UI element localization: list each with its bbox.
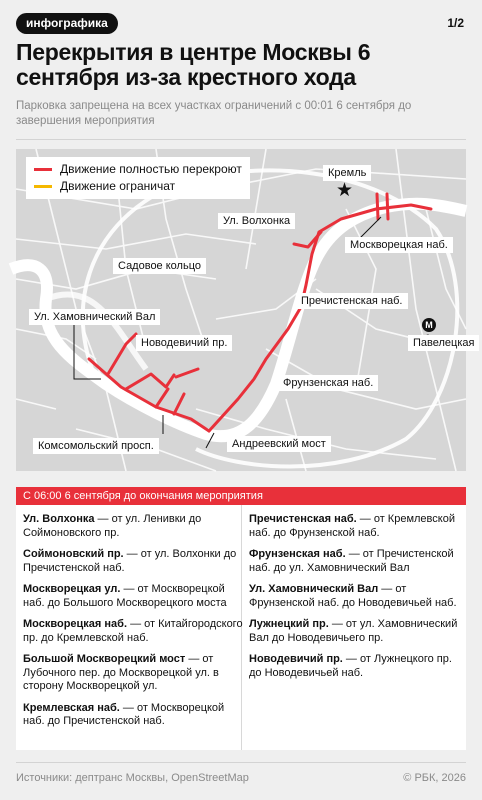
label-komsomolsky: Комсомольский просп. bbox=[33, 438, 159, 454]
restriction-name: Пречистенская наб. bbox=[249, 513, 357, 525]
restriction-name: Лужнецкий пр. bbox=[249, 618, 329, 630]
label-novodevichy: Новодевичий пр. bbox=[136, 335, 232, 351]
page-indicator: 1/2 bbox=[447, 16, 464, 30]
page-title: Перекрытия в центре Москвы 6 сентября из-за крестного хода bbox=[16, 39, 371, 90]
legend-limited bbox=[34, 178, 242, 195]
legend-swatch-limited bbox=[34, 185, 52, 188]
restriction-item bbox=[23, 548, 243, 575]
restriction-item bbox=[23, 618, 243, 645]
star-icon: ★ bbox=[336, 180, 354, 201]
river-branch bbox=[46, 294, 146, 369]
restriction-desc: — от ул. Волхонки до Пречистенской наб. bbox=[23, 548, 237, 574]
restrictions-right-column bbox=[249, 513, 461, 688]
label-prechistenskaya: Пречистенская наб. bbox=[296, 293, 408, 309]
label-andreevsky-bridge: Андреевский мост bbox=[227, 436, 331, 452]
restriction-item bbox=[249, 548, 461, 575]
restriction-desc: — от Лубочного пер. до Москворецкой ул. в сторону Москворецкой ул. bbox=[23, 653, 219, 692]
restriction-name: Москворецкая наб. bbox=[23, 618, 128, 630]
metro-icon: М bbox=[422, 318, 436, 332]
label-paveletskaya: Павелецкая bbox=[408, 335, 479, 351]
label-moskvoretskaya: Москворецкая наб. bbox=[345, 237, 453, 253]
restriction-item bbox=[249, 513, 461, 540]
restriction-name: Большой Москворецкий мост bbox=[23, 653, 186, 665]
map[interactable] bbox=[16, 149, 475, 471]
divider-bottom bbox=[16, 762, 466, 763]
restriction-desc: — от Китайгородского пр. до Кремлевской наб. bbox=[23, 618, 243, 644]
restriction-desc: — от Кремлевской наб. до Фрунзенской наб. bbox=[249, 513, 455, 539]
legend-closed bbox=[34, 161, 242, 178]
label-sadovoe-ring: Садовое кольцо bbox=[113, 258, 206, 274]
label-volkhonka: Ул. Волхонка bbox=[218, 213, 295, 229]
divider-top bbox=[16, 139, 466, 140]
restriction-name: Кремлевская наб. bbox=[23, 701, 120, 714]
label-kremlin: Кремль bbox=[323, 165, 371, 181]
restriction-desc: — от Лужнецкого пр. до Новодевичьей наб. bbox=[249, 653, 452, 679]
restriction-item bbox=[23, 702, 243, 729]
restriction-item bbox=[249, 618, 461, 645]
legend-swatch-closed bbox=[34, 168, 52, 171]
restriction-item bbox=[23, 653, 243, 694]
restriction-desc: — от ул. Ленивки до Соймоновского пр. bbox=[23, 513, 202, 539]
restriction-desc: — от Пречистенской наб. до ул. Хамовнический Вал bbox=[249, 548, 454, 574]
restriction-name: Москворецкая ул. bbox=[23, 583, 121, 595]
restriction-item bbox=[249, 583, 461, 610]
label-frunzenskaya: Фрунзенская наб. bbox=[278, 375, 378, 391]
label-khamovnichesky: Ул. Хамовнический Вал bbox=[29, 309, 160, 325]
restriction-desc: — от Москворецкой наб. до Большого Москворецкого моста bbox=[23, 583, 227, 609]
legend-label-closed: Движение полностью перекроют bbox=[60, 162, 242, 176]
map-legend bbox=[26, 157, 250, 199]
restriction-name: Новодевичий пр. bbox=[249, 653, 343, 665]
copyright-text: © РБК, 2026 bbox=[403, 772, 466, 784]
category-tag: инфографика bbox=[16, 13, 118, 34]
sources-text: Источники: дептранс Москвы, OpenStreetMap bbox=[16, 772, 249, 784]
restriction-name: Фрунзенская наб. bbox=[249, 548, 346, 560]
restriction-desc: — от ул. Хамовнический Вал до Новодевичьего пр. bbox=[249, 618, 458, 644]
restriction-desc: — от Фрунзенской наб. до Новодевичьей наб. bbox=[249, 583, 457, 609]
page-subtitle: Парковка запрещена на всех участках ограничений с 00:01 6 сентября до завершения мероприятия bbox=[16, 100, 412, 127]
restriction-name: Ул. Волхонка bbox=[23, 513, 95, 525]
restriction-item bbox=[23, 583, 243, 610]
restriction-item bbox=[23, 513, 243, 540]
restriction-name: Соймоновский пр. bbox=[23, 548, 124, 560]
restrictions-heading: С 06:00 6 сентября до окончания мероприятия bbox=[16, 487, 466, 505]
restriction-desc: — от Москворецкой наб. до Пречистенской наб. bbox=[23, 701, 225, 727]
restrictions-panel bbox=[16, 487, 466, 750]
restriction-item bbox=[249, 653, 461, 680]
restriction-name: Ул. Хамовнический Вал bbox=[249, 583, 379, 595]
legend-label-limited: Движение ограничат bbox=[60, 179, 176, 193]
restrictions-left-column bbox=[23, 513, 243, 737]
